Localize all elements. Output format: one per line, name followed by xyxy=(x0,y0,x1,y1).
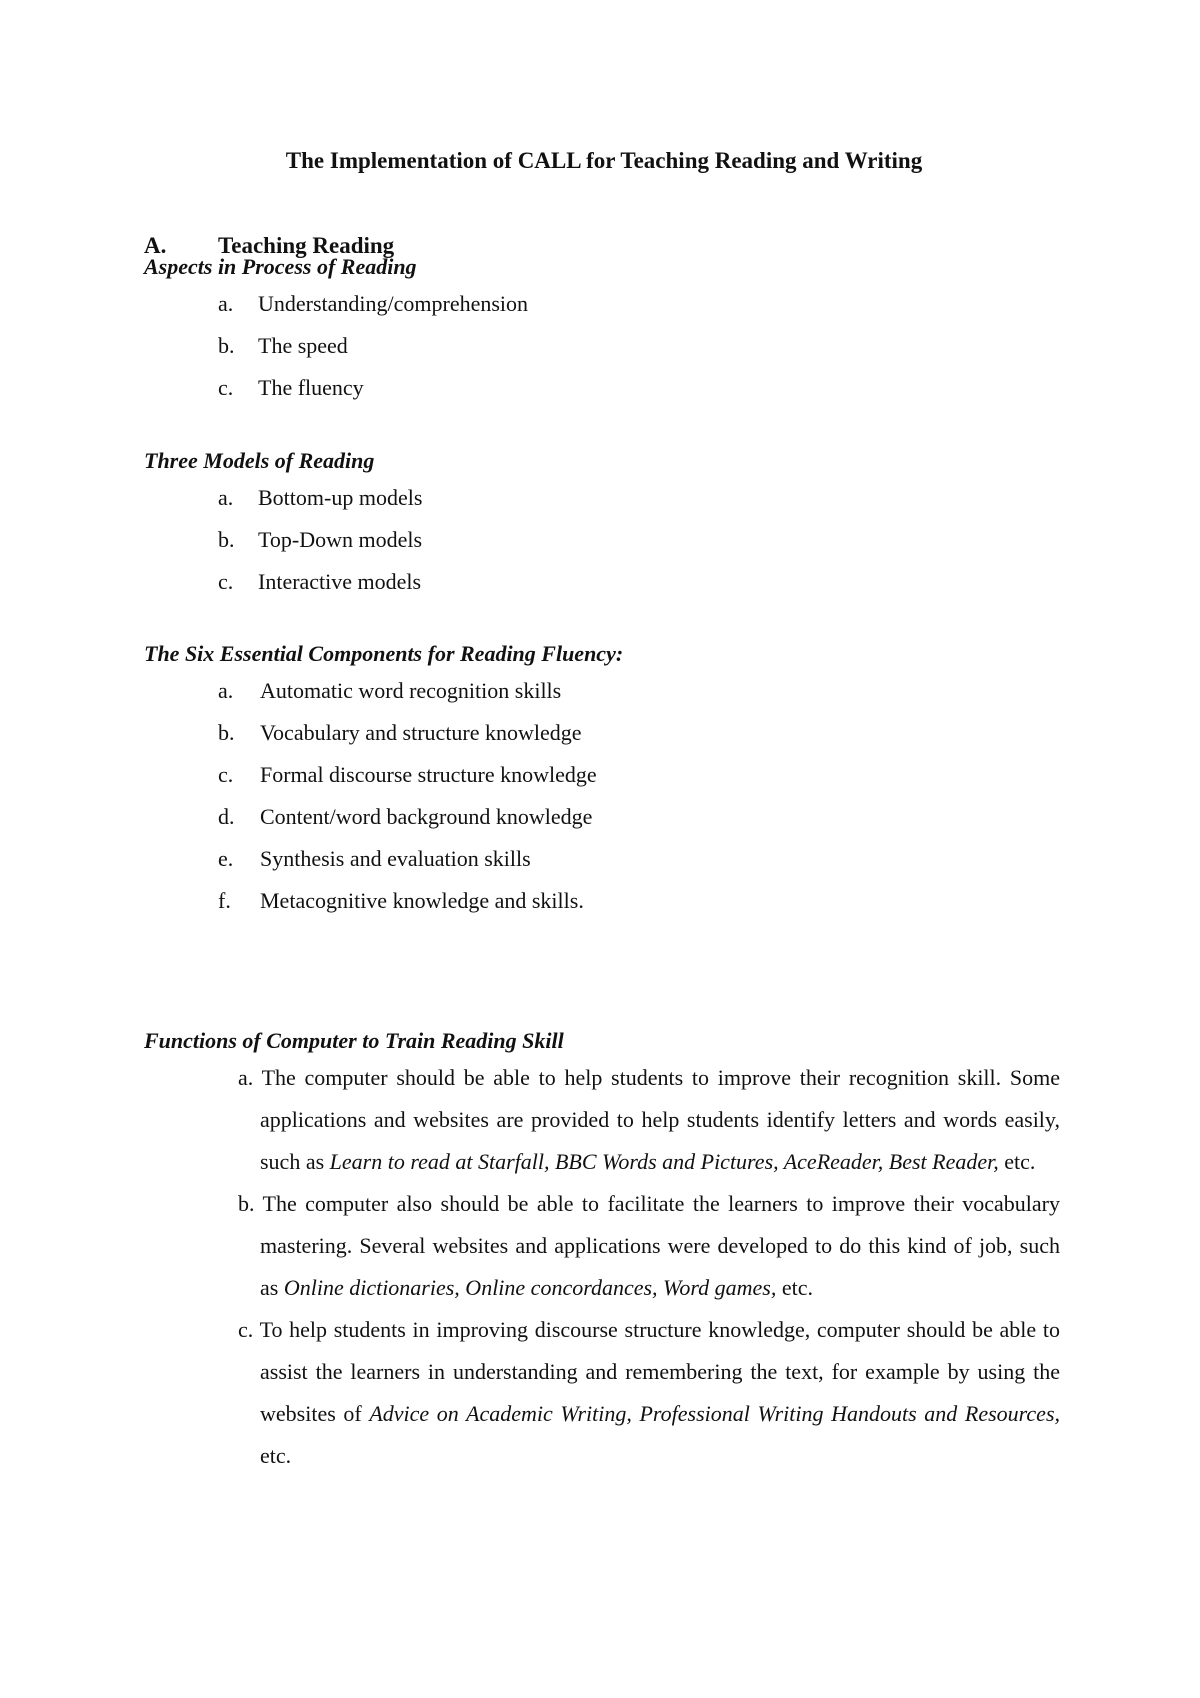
paragraph-tail: etc. xyxy=(998,1149,1036,1174)
models-heading: Three Models of Reading xyxy=(144,448,375,473)
components-list xyxy=(218,670,597,922)
list-marker: a. xyxy=(218,291,234,316)
models-list xyxy=(218,477,422,603)
list-marker: a. xyxy=(238,1065,254,1090)
list-item xyxy=(218,796,597,838)
list-marker: a. xyxy=(218,678,234,703)
functions-list xyxy=(218,1057,1060,1477)
list-item-text: Bottom-up models xyxy=(258,485,423,510)
list-item-text: Content/word background knowledge xyxy=(260,804,593,829)
paragraph-tail: etc. xyxy=(260,1443,292,1468)
list-item xyxy=(218,561,422,603)
components-heading: The Six Essential Components for Reading Fluency: xyxy=(144,641,624,666)
list-item-text: Understanding/comprehension xyxy=(258,291,529,316)
list-marker: c. xyxy=(218,375,234,400)
list-marker: c. xyxy=(218,569,234,594)
list-item xyxy=(218,754,597,796)
list-item xyxy=(218,838,597,880)
list-item xyxy=(218,670,597,712)
list-item xyxy=(218,325,528,367)
list-item-text: Interactive models xyxy=(258,569,422,594)
paragraph-italic-titles: Advice on Academic Writing, Professional Writing Handouts and Resources, xyxy=(369,1401,1060,1426)
list-marker: f. xyxy=(218,888,231,913)
list-marker: e. xyxy=(218,846,234,871)
aspects-heading: Aspects in Process of Reading xyxy=(144,254,417,279)
list-marker: b. xyxy=(238,1191,255,1216)
list-item-text: Top-Down models xyxy=(258,527,423,552)
list-marker: d. xyxy=(218,804,235,829)
paragraph-italic-titles: Learn to read at Starfall, BBC Words and Pictures, AceReader, Best Reader, xyxy=(329,1149,999,1174)
paragraph-text: To help students in improving discourse structure knowledge, computer should be able to assist the learners in understanding and remembering the text, for example by using the websites of xyxy=(253,1317,1060,1426)
section-title: Teaching Reading xyxy=(218,233,395,258)
list-item-text: Automatic word recognition skills xyxy=(260,678,562,703)
list-item xyxy=(218,519,422,561)
list-marker: b. xyxy=(218,720,235,745)
list-item xyxy=(218,880,597,922)
paragraph-text: The computer also should be able to facilitate the learners to improve their vocabulary mastering. Several websites and applications were developed to do this kind of job, such as xyxy=(254,1191,1060,1300)
paragraph-italic-titles: Online dictionaries, Online concordances, Word games, xyxy=(283,1275,777,1300)
aspects-list xyxy=(218,283,528,409)
list-marker: c. xyxy=(238,1317,254,1342)
section-letter: A. xyxy=(144,233,167,258)
list-item-text: Vocabulary and structure knowledge xyxy=(260,720,582,745)
paragraph-text: The computer should be able to help students to improve their recognition skill. Some applications and websites are provided to help students identify letters and words easily, such as xyxy=(253,1065,1060,1174)
list-item-text: The speed xyxy=(258,333,348,358)
list-item xyxy=(218,367,528,409)
list-item xyxy=(218,712,597,754)
list-marker: b. xyxy=(218,333,235,358)
paragraph-tail: etc. xyxy=(776,1275,813,1300)
function-paragraph xyxy=(218,1309,1060,1477)
function-paragraph xyxy=(218,1183,1060,1309)
document-title: The Implementation of CALL for Teaching Reading and Writing xyxy=(285,148,923,173)
list-marker: a. xyxy=(218,485,234,510)
list-item-text: The fluency xyxy=(258,375,364,400)
list-item-text: Synthesis and evaluation skills xyxy=(260,846,531,871)
list-marker: c. xyxy=(218,762,234,787)
list-item xyxy=(218,283,528,325)
list-item xyxy=(218,477,422,519)
list-marker: b. xyxy=(218,527,235,552)
list-item-text: Formal discourse structure knowledge xyxy=(260,762,597,787)
function-paragraph xyxy=(218,1057,1060,1183)
functions-heading: Functions of Computer to Train Reading Skill xyxy=(144,1028,564,1053)
list-item-text: Metacognitive knowledge and skills. xyxy=(260,888,584,913)
